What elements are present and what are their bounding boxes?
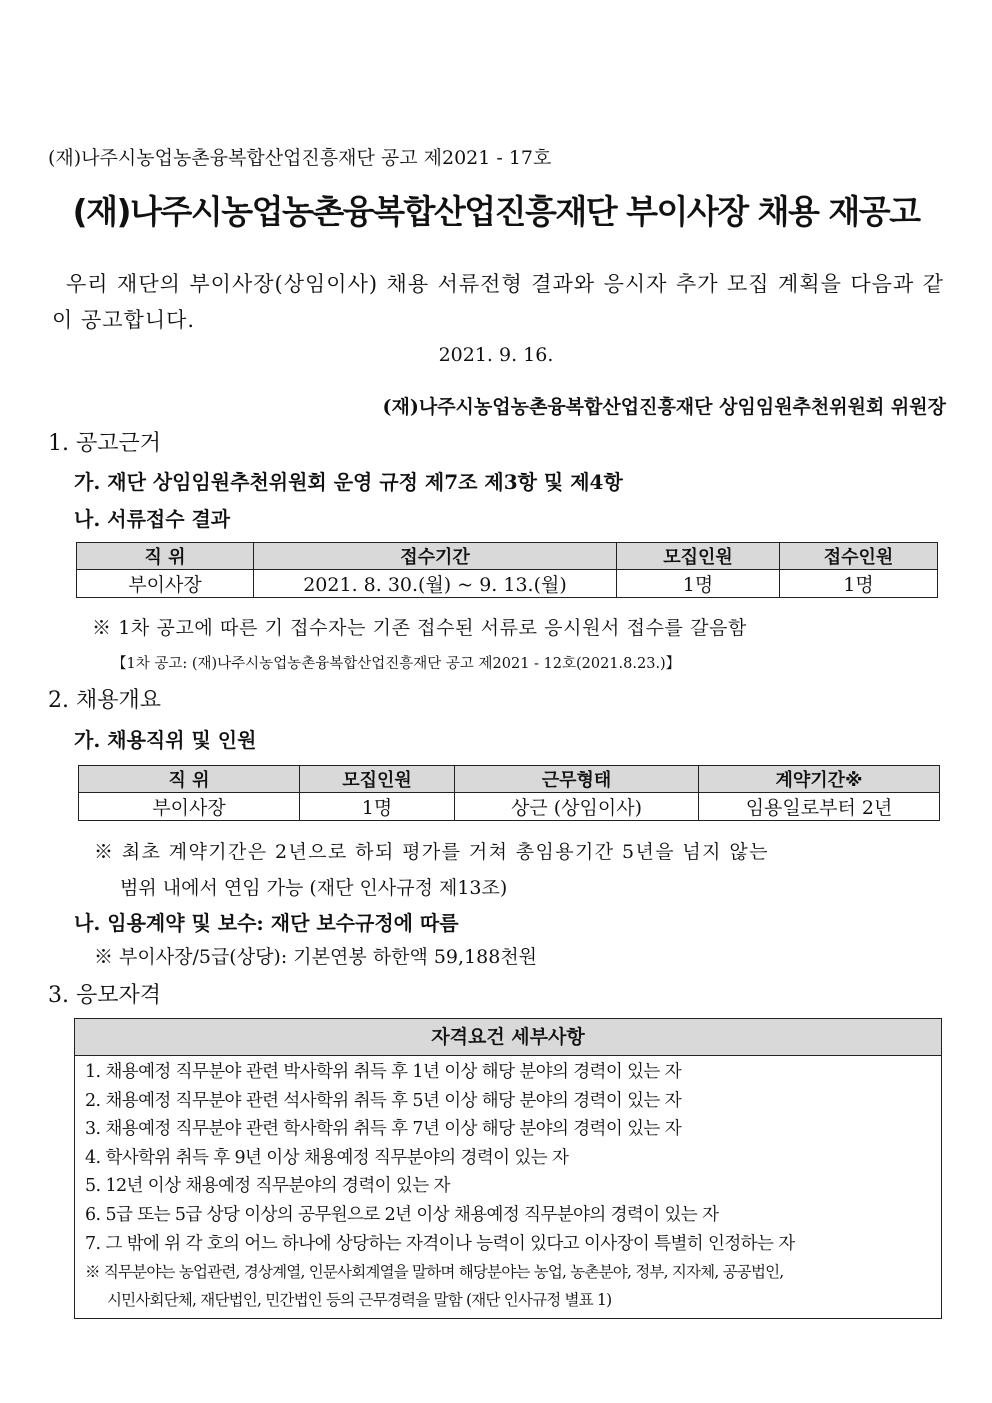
page-title: (재)나주시농업농촌융복합산업진흥재단 부이사장 채용 재공고 — [72, 192, 920, 231]
qualification-table — [74, 1018, 942, 1319]
recruitment-table — [78, 765, 940, 821]
section2-sub-b: 나. 임용계약 및 보수: 재단 보수규정에 따름 — [74, 911, 459, 935]
col-recruit: 모집인원 — [617, 543, 780, 570]
qualification-note-line2: 시민사회단체, 재단법인, 민간법인 등의 근무경력을 말함 (재단 인사규정 별표 1) — [107, 1291, 612, 1310]
col-work-type: 근무형태 — [455, 766, 699, 793]
section1-note: ※ 1차 공고에 따른 기 접수자는 기존 접수된 서류로 응시원서 접수를 갈음함 — [92, 617, 747, 639]
section2-note-line1: ※ 최초 계약기간은 2년으로 하되 평가를 거쳐 총임용기간 5년을 넘지 않는 — [94, 841, 769, 863]
cell-contract: 임용일로부터 2년 — [699, 793, 940, 821]
table-header-row — [79, 766, 940, 793]
col-received: 접수인원 — [780, 543, 938, 570]
section2-sub-a: 가. 채용직위 및 인원 — [74, 728, 257, 752]
application-result-table — [76, 542, 938, 598]
list-item: 4. 학사학위 취득 후 9년 이상 채용예정 직무분야의 경력이 있는 자 — [85, 1147, 569, 1168]
col-position: 직 위 — [77, 543, 254, 570]
section2-heading: 2. 채용개요 — [48, 688, 161, 713]
notice-number: (재)나주시농업농촌융복합산업진흥재단 공고 제2021 - 17호 — [48, 147, 552, 169]
list-item: 7. 그 밖에 위 각 호의 어느 하나에 상당하는 자격이나 능력이 있다고 이사장이 특별히 인정하는 자 — [85, 1233, 795, 1254]
issuer: (재)나주시농업농촌융복합산업진흥재단 상임임원추천위원회 위원장 — [382, 396, 946, 418]
qualification-note-line1: ※ 직무분야는 농업관련, 경상계열, 인문사회계열을 말하며 해당분야는 농업, 농촌분야, 정부, 지자체, 공공법인, — [85, 1263, 784, 1282]
section1-heading: 1. 공고근거 — [48, 431, 161, 456]
section1-sub-a: 가. 재단 상임임원추천위원회 운영 규정 제7조 제3항 및 제4항 — [74, 470, 623, 494]
list-item: 6. 5급 또는 5급 상당 이상의 공무원으로 2년 이상 채용예정 직무분야의 경력이 있는 자 — [85, 1204, 719, 1225]
cell-position: 부이사장 — [77, 570, 254, 598]
section2-note-line2: 범위 내에서 연임 가능 (재단 인사규정 제13조) — [120, 877, 508, 899]
cell-period: 2021. 8. 30.(월) ~ 9. 13.(월) — [254, 570, 617, 598]
cell-work-type: 상근 (상임이사) — [455, 793, 699, 821]
list-item: 5. 12년 이상 채용예정 직무분야의 경력이 있는 자 — [85, 1176, 450, 1197]
intro-paragraph: 우리 재단의 부이사장(상임이사) 채용 서류전형 결과와 응시자 추가 모집 계획을 다음과 같이 공고합니다. — [52, 272, 944, 332]
salary-note: ※ 부이사장/5급(상당): 기본연봉 하한액 59,188천원 — [94, 946, 538, 968]
cell-position: 부이사장 — [79, 793, 300, 821]
section1-sub-b: 나. 서류접수 결과 — [74, 507, 231, 531]
table-header-row — [77, 543, 938, 570]
table-row — [79, 793, 940, 821]
section1-ref: 【1차 공고: (재)나주시농업농촌융복합산업진흥재단 공고 제2021 - 12호(2021.8.23.)】 — [112, 656, 681, 672]
qualification-list — [75, 1056, 941, 1318]
col-contract: 계약기간※ — [699, 766, 940, 793]
list-item: 2. 채용예정 직무분야 관련 석사학위 취득 후 5년 이상 해당 분야의 경력이 있는 자 — [85, 1090, 681, 1111]
notice-date: 2021. 9. 16. — [438, 344, 554, 366]
qualification-header: 자격요건 세부사항 — [75, 1019, 941, 1056]
list-item: 1. 채용예정 직무분야 관련 박사학위 취득 후 1년 이상 해당 분야의 경력이 있는 자 — [85, 1062, 681, 1082]
section3-heading: 3. 응모자격 — [48, 983, 161, 1008]
col-recruit: 모집인원 — [300, 766, 455, 793]
cell-recruit: 1명 — [300, 793, 455, 821]
col-position: 직 위 — [79, 766, 300, 793]
cell-received: 1명 — [780, 570, 938, 598]
list-item: 3. 채용예정 직무분야 관련 학사학위 취득 후 7년 이상 해당 분야의 경력이 있는 자 — [85, 1119, 681, 1140]
col-period: 접수기간 — [254, 543, 617, 570]
cell-recruit: 1명 — [617, 570, 780, 598]
table-row — [77, 570, 938, 598]
